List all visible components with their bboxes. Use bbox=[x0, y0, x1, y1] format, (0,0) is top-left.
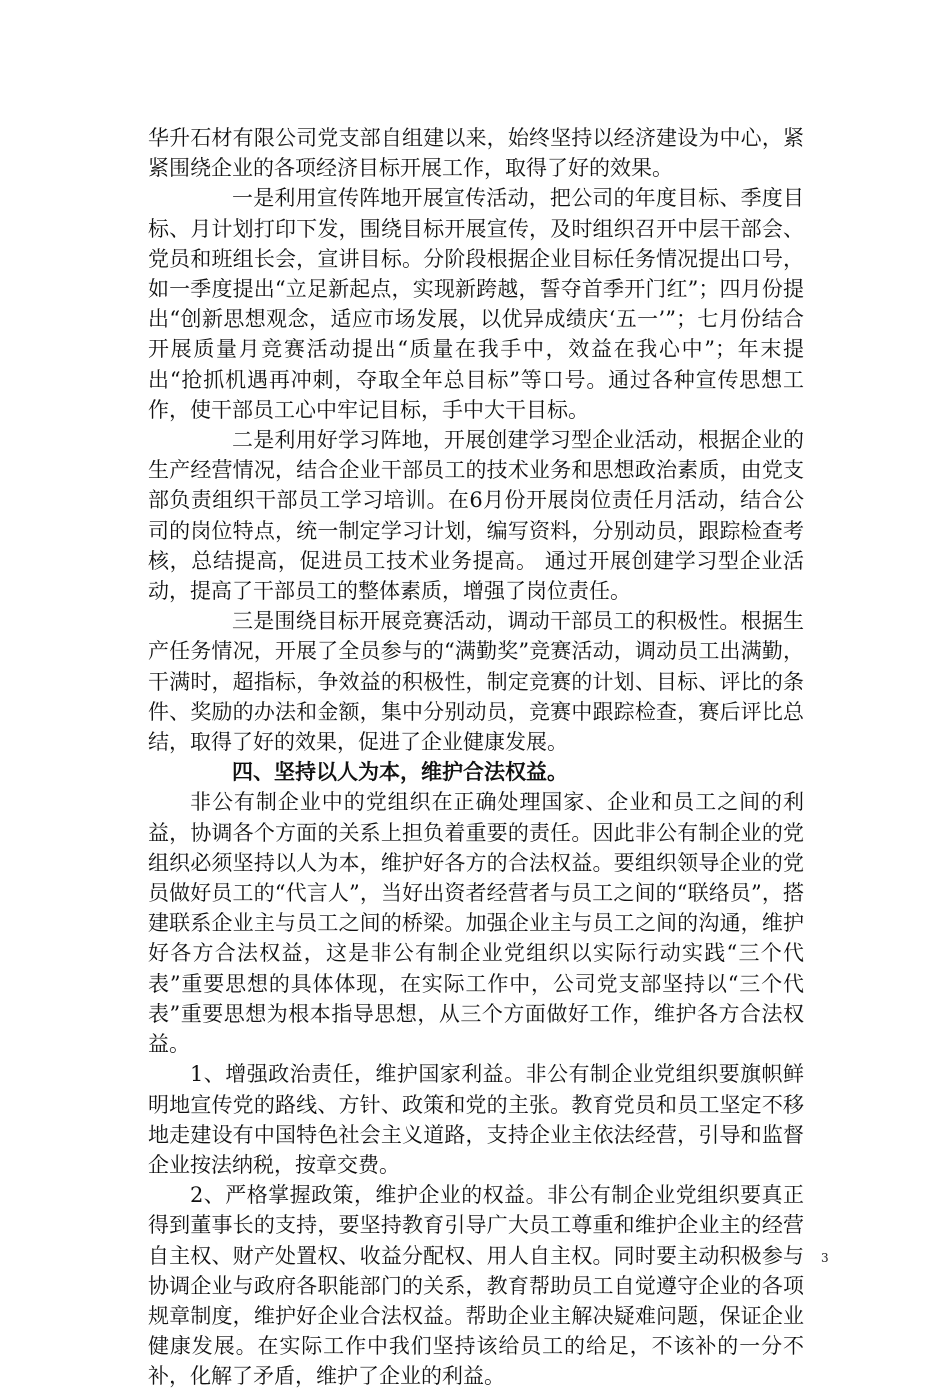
paragraph-item-one: 1、增强政治责任，维护国家利益。非公有制企业党组织要旗帜鲜明地宣传党的路线、方针、政策和党的主张。教育党员和员工坚定不移地走建设有中国特色社会主义道路，支持企业主依法经营，引导和监督企业按法纳税，按章交费。 bbox=[148, 1062, 804, 1177]
paragraph-section-intro: 非公有制企业中的党组织在正确处理国家、企业和员工之间的利益，协调各个方面的关系上担负着重要的责任。因此非公有制企业的党组织必须坚持以人为本，维护好各方的合法权益。要组织领导企业的党员做好员工的“代言人”，当好出资者经营者与员工之间的“联络员”，搭建联系企业主与员工之间的桥梁。加强企业主与员工之间的沟通，维护好各方合法权益，这是非公有制企业党组织以实际行动实践“三个代表”重要思想的具体体现，在实际工作中，公司党支部坚持以“三个代表”重要思想为根本指导思想，从三个方面做好工作，维护各方合法权益。 bbox=[148, 790, 804, 1057]
paragraph-item-two: 2、严格掌握政策，维护企业的权益。非公有制企业党组织要真正得到董事长的支持，要坚持教育引导广大员工尊重和维护企业主的经营自主权、财产处置权、收益分配权、用人自主权。同时要主动积极参与协调企业与政府各职能部门的关系，教育帮助员工自觉遵守企业的各项规章制度，维护好企业合法权益。帮助企业主解决疑难问题，保证企业健康发展。在实际工作中我们坚持该给员工的给足，不该补的一分不补，化解了矛盾，维护了企业的利益。 bbox=[148, 1183, 804, 1389]
paragraph-point-two: 二是利用好学习阵地，开展创建学习型企业活动，根据企业的生产经营情况，结合企业干部员工的技术业务和思想政治素质，由党支部负责组织干部员工学习培训。在6月份开展岗位责任月活动，结合公司的岗位特点，统一制定学习计划，编写资料，分别动员，跟踪检查考核，总结提高，促进员工技术业务提高。 通过开展创建学习型企业活动，提高了干部员工的整体素质，增强了岗位责任。 bbox=[148, 428, 804, 604]
page-number: 3 bbox=[821, 1251, 829, 1265]
paragraph-point-three: 三是围绕目标开展竞赛活动，调动干部员工的积极性。根据生产任务情况，开展了全员参与的“满勤奖”竞赛活动，调动员工出满勤，干满时，超指标，争效益的积极性，制定竞赛的计划、目标、评比的条件、奖励的办法和金额，集中分别动员，竞赛中跟踪检查，赛后评比总结，取得了好的效果，促进了企业健康发展。 bbox=[148, 609, 804, 755]
paragraph-intro: 华升石材有限公司党支部自组建以来，始终坚持以经济建设为中心，紧紧围绕企业的各项经济目标开展工作，取得了好的效果。 bbox=[148, 126, 804, 181]
paragraph-point-one: 一是利用宣传阵地开展宣传活动，把公司的年度目标、季度目标、月计划打印下发，围绕目标开展宣传，及时组织召开中层干部会、党员和班组长会，宣讲目标。分阶段根据企业目标任务情况提出口号，如一季度提出“立足新起点，实现新跨越，誓夺首季开门红”；四月份提出“创新思想观念，适应市场发展，以优异成绩庆‘五一’”；七月份结合开展质量月竞赛活动提出“质量在我手中，效益在我心中”；年末提出“抢抓机遇再冲刺，夺取全年总目标”等口号。通过各种宣传思想工作，使干部员工心中牢记目标，手中大干目标。 bbox=[148, 186, 804, 422]
document-body bbox=[148, 123, 804, 1392]
section-heading: 四、坚持以人为本，维护合法权益。 bbox=[232, 759, 568, 785]
